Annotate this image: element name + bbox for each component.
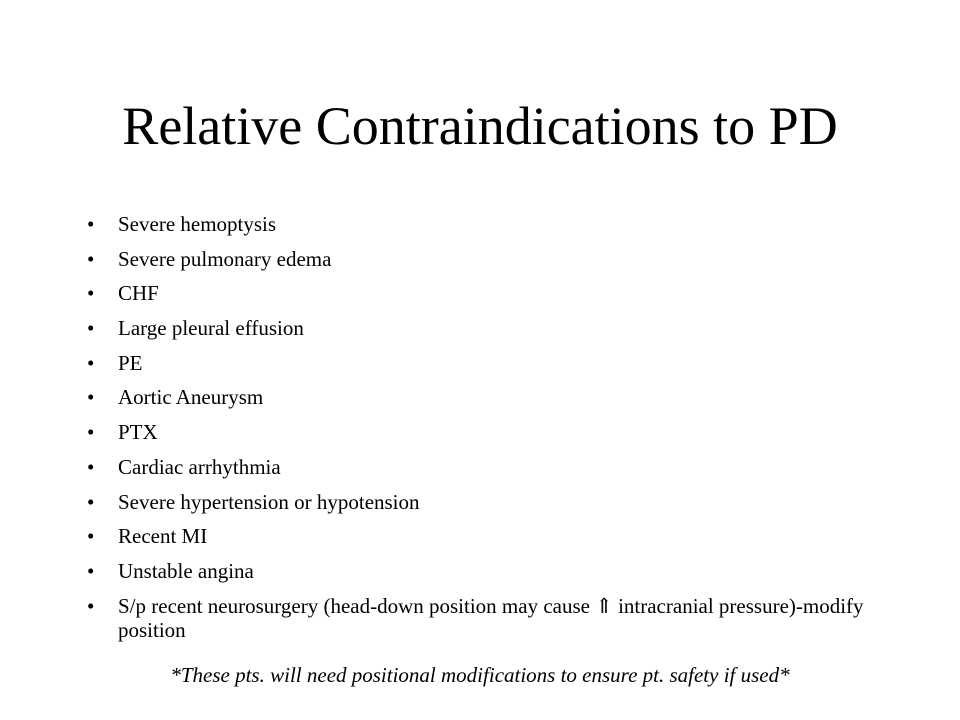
list-item-text: Unstable angina	[118, 558, 254, 583]
bullet-icon: •	[87, 524, 95, 549]
footnote: *These pts. will need positional modifications to ensure pt. safety if used*	[170, 663, 790, 687]
list-item-text: S/p recent neurosurgery (head-down position may cause ⇑ intracranial pressure)-modify position	[118, 593, 864, 642]
list-item	[87, 316, 917, 340]
bullet-icon: •	[87, 350, 95, 375]
list-item	[87, 594, 917, 642]
list-item	[87, 490, 917, 514]
list-item	[87, 455, 917, 479]
bullet-icon: •	[87, 593, 95, 618]
list-item-text: Severe hemoptysis	[118, 212, 277, 236]
list-item-text: PE	[118, 350, 143, 375]
list-item	[87, 212, 917, 236]
bullet-icon: •	[87, 385, 95, 410]
bullet-icon: •	[87, 420, 95, 445]
contraindications-list	[87, 212, 917, 652]
bullet-icon: •	[87, 212, 95, 236]
bullet-icon: •	[87, 558, 95, 583]
list-item-text: Cardiac arrhythmia	[118, 454, 281, 479]
list-item	[87, 420, 917, 444]
slide-title: Relative Contraindications to PD	[122, 96, 838, 156]
bullet-icon: •	[87, 454, 95, 479]
list-item-text: CHF	[118, 281, 159, 306]
list-item	[87, 385, 917, 409]
list-item	[87, 247, 917, 271]
list-item	[87, 524, 917, 548]
list-item-text: Large pleural effusion	[118, 316, 304, 341]
list-item-text: Severe pulmonary edema	[118, 246, 332, 271]
list-item-text: PTX	[118, 420, 158, 445]
list-item-text: Recent MI	[118, 524, 208, 549]
list-item-text: Severe hypertension or hypotension	[118, 489, 420, 514]
bullet-icon: •	[87, 489, 95, 514]
list-item	[87, 351, 917, 375]
bullet-icon: •	[87, 281, 95, 306]
list-item	[87, 559, 917, 583]
list-item-text: Aortic Aneurysm	[118, 385, 264, 410]
list-item	[87, 281, 917, 305]
bullet-icon: •	[87, 316, 95, 341]
bullet-icon: •	[87, 246, 95, 271]
